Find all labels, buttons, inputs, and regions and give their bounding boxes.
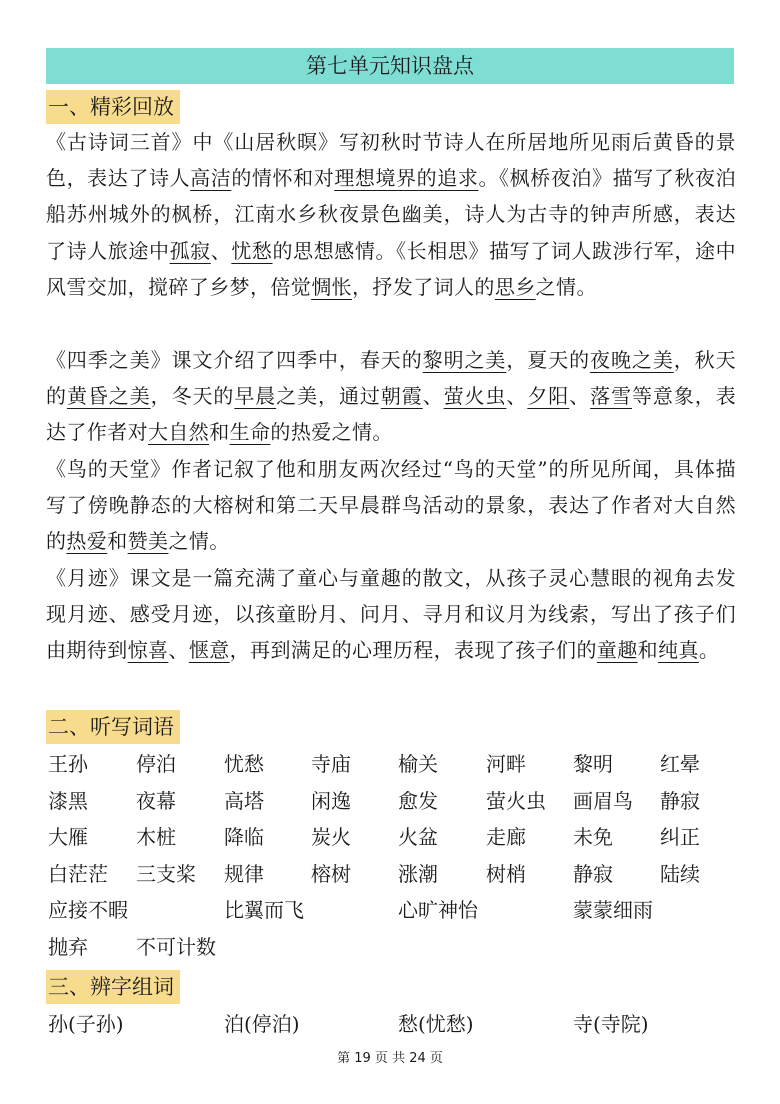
text-run: 。《枫桥夜泊》描写了秋夜泊船苏州城外的枫桥，江南水乡秋夜景色幽美，诗人为古寺的钟声所感，表达了诗人旅途中 [46,166,736,263]
underlined-keyword: 赞美 [127,529,169,554]
word: 静寂 [660,788,700,813]
word: 忧愁 [224,752,264,776]
underlined-keyword: 童趣 [596,638,638,663]
word: 蒙蒙细雨 [573,898,653,922]
text-run: 、 [506,384,528,409]
text-run: 和 [107,529,128,554]
text-run: 的思想感情。《长相思》描写了词人跋涉行军，途中风雪交加，搅碎了乡梦，倍觉 [46,238,736,299]
word: 红晕 [660,752,700,776]
text-run: 《古诗词三首》中《山居秋暝》写初秋时节诗人在所居地所见雨后黄昏的景色，表达了诗人 [46,130,736,191]
text-run: 、 [569,384,591,409]
underlined-keyword: 纯真 [658,638,699,663]
dictation-word-grid [46,748,746,967]
text-run: 的情怀和对 [231,166,335,191]
word-group: 愁(忧愁) [398,1012,474,1036]
word: 河畔 [486,752,526,776]
word: 三支桨 [136,861,196,886]
word: 黎明 [573,752,613,776]
text-run: 等意象，表达了作者对 [46,384,737,445]
word: 不可计数 [136,934,216,959]
underlined-keyword: 高洁 [190,166,232,191]
section-heading-dictation: 二、听写词语 [46,710,180,744]
underlined-keyword: 萤火虫 [443,384,507,409]
underlined-keyword: 惆怅 [311,274,353,299]
text-run: 、 [210,238,232,263]
underlined-keyword: 生命 [229,420,271,445]
text-run: 之情。 [168,529,230,554]
text-run: 的热爱之情。 [270,420,393,445]
word: 高塔 [224,788,264,813]
text-run: 、 [168,638,189,663]
underlined-keyword: 落雪 [590,384,632,409]
underlined-keyword: 孤寂 [169,238,211,263]
word-row [46,894,746,931]
section-heading-distinguish: 三、辨字组词 [46,970,180,1004]
word: 心旷神怡 [398,898,478,922]
word: 陆续 [660,861,700,886]
word: 规律 [224,861,264,886]
paragraph-birds-paradise [46,451,736,560]
underlined-keyword: 大自然 [148,420,210,445]
word: 静寂 [573,861,613,886]
word: 木桩 [136,825,176,849]
word-row [46,858,746,895]
word: 火盆 [398,825,438,849]
word: 白茫茫 [48,861,108,886]
underlined-keyword: 理想境界的追求 [334,166,479,191]
word: 榕树 [311,861,351,886]
word: 愈发 [398,788,438,813]
underlined-keyword: 惊喜 [127,638,169,663]
paragraph-four-seasons [46,342,736,451]
word: 画眉鸟 [573,788,633,813]
word: 漆黑 [48,788,88,813]
word: 榆关 [398,752,438,776]
text-run: 、 [422,384,444,409]
word: 降临 [224,825,264,849]
text-run: 之情。 [535,274,597,299]
word-row [46,1008,746,1045]
word-row [46,748,746,785]
word: 寺庙 [311,752,351,776]
text-run: 和 [637,638,659,663]
word: 树梢 [486,861,526,886]
word-group: 泊(停泊) [224,1012,300,1036]
underlined-keyword: 黎明之美 [422,348,507,372]
page-title: 第七单元知识盘点 [46,48,734,84]
word: 未免 [573,825,613,849]
underlined-keyword: 夕阳 [527,384,570,409]
underlined-keyword: 朝霞 [380,384,423,409]
underlined-keyword: 夜晚之美 [590,348,674,372]
text-run: ，夏天的 [506,348,591,372]
paragraph-ancient-poems [46,124,736,305]
word: 走廊 [486,825,526,849]
page-footer: 第 19 页 共 24 页 [337,1051,443,1066]
word-group: 孙(子孙) [48,1012,124,1036]
word: 比翼而飞 [224,898,304,922]
paragraph-moon-trace [46,560,736,669]
text-run: ，再到满足的心理历程，表现了孩子们的 [229,638,597,663]
word-row [46,785,746,822]
underlined-keyword: 惬意 [188,638,230,663]
word-row [46,931,746,968]
underlined-keyword: 热爱 [66,529,108,554]
word: 抛弃 [48,934,88,959]
text-run: ，秋天的 [46,348,736,409]
text-run: 《四季之美》课文介绍了四季中，春天的 [46,348,423,372]
underlined-keyword: 早晨 [234,384,277,409]
word: 应接不暇 [48,898,128,922]
word: 涨潮 [398,861,438,886]
text-run: 《鸟的天堂》作者记叙了他和朋友两次经过“鸟的天堂”的所见所闻，具体描写了傍晚静态的大榕树和第二天早晨群鸟活动的景象，表达了作者对大自然的 [46,457,736,554]
underlined-keyword: 黄昏之美 [66,384,151,409]
word: 萤火虫 [486,788,546,813]
text-run: 《月迹》课文是一篇充满了童心与童趣的散文，从孩子灵心慧眼的视角去发现月迹、感受月迹，以孩童盼月、问月、寻月和议月为线索，写出了孩子们由期待到 [46,566,736,663]
text-run: 。 [698,638,720,663]
word-group: 寺(寺院) [573,1012,649,1036]
text-run: 之美，通过 [276,384,381,409]
distinguish-row [46,1008,746,1045]
word: 王孙 [48,752,88,776]
word: 闲逸 [311,788,351,813]
text-run: 和 [209,420,230,445]
word: 纠正 [660,825,700,849]
text-run: ，抒发了词人的 [352,274,495,299]
word-row [46,821,746,858]
underlined-keyword: 忧愁 [231,238,273,263]
underlined-keyword: 思乡 [494,274,536,299]
word: 夜幕 [136,788,176,813]
word: 大雁 [48,825,88,849]
word: 炭火 [311,825,351,849]
section-heading-review: 一、精彩回放 [46,90,180,124]
word: 停泊 [136,752,176,776]
text-run: ，冬天的 [150,384,235,409]
